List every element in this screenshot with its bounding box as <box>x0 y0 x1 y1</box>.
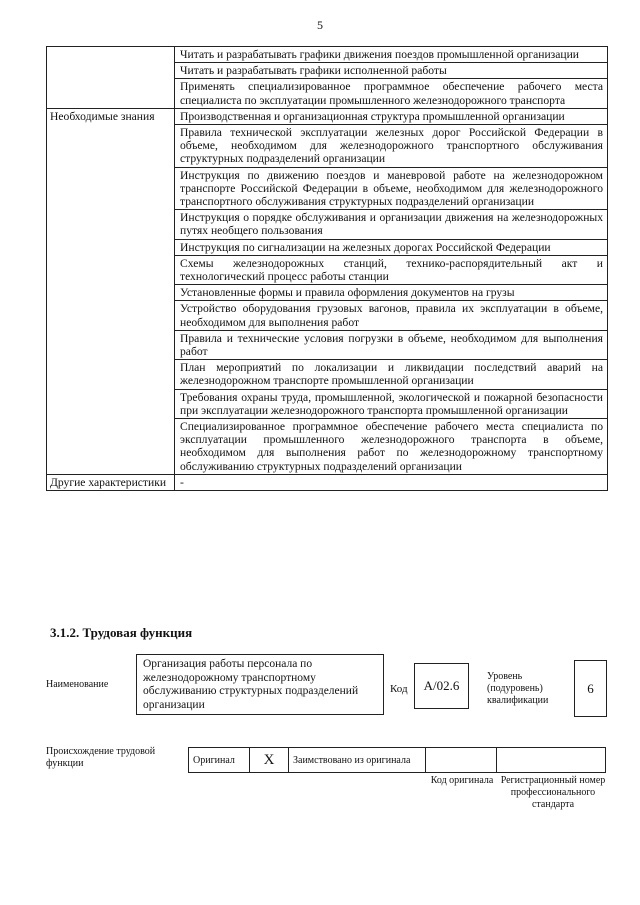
function-name-box: Организация работы персонала по железнодорожному транспортному обслуживанию структурных подразделений организации <box>136 654 384 715</box>
level-label: Уровень (подуровень) квалификации <box>487 671 549 706</box>
level-box: 6 <box>574 660 607 717</box>
original-label: Оригинал <box>189 748 250 773</box>
original-mark: X <box>250 748 289 773</box>
origin-label: Происхождение трудовой функции <box>46 746 156 769</box>
row-item: Инструкция по движению поездов и маневровой работе на железнодорожном транспорте Российской Федерации в объеме, необходимом для железнодорожного транспортного обслуживания структурных подразделений организации <box>175 167 608 210</box>
registration-number-cell <box>497 748 606 773</box>
row-item: Инструкция о порядке обслуживания и организации движения на железнодорожных путях необщего пользования <box>175 210 608 239</box>
table-row <box>47 474 608 490</box>
row-item: Установленные формы и правила оформления документов на грузы <box>175 285 608 301</box>
row-item: Правила технической эксплуатации железных дорог Российской Федерации в объеме, необходимом для железнодорожного транспортного обслуживания структурных подразделений организации <box>175 125 608 168</box>
row-item: План мероприятий по локализации и ликвидации последствий аварий на железнодорожном транспорте промышленной организации <box>175 360 608 389</box>
row-label: Необходимые знания <box>47 108 175 474</box>
competency-table-body <box>47 47 608 491</box>
page-number: 5 <box>317 18 323 32</box>
row-item: - <box>175 474 608 490</box>
row-item: Читать и разрабатывать графики движения поездов промышленной организации <box>175 47 608 63</box>
section-title: 3.1.2. Трудовая функция <box>50 625 193 640</box>
original-code-cell <box>426 748 497 773</box>
borrowed-label: Заимствовано из оригинала <box>289 748 426 773</box>
row-label: Другие характеристики <box>47 474 175 490</box>
table-row <box>47 108 608 124</box>
row-label <box>47 47 175 109</box>
name-label: Наименование <box>46 679 109 690</box>
row-item: Устройство оборудования грузовых вагонов, правила их эксплуатации в объеме, необходимом для выполнения работ <box>175 301 608 330</box>
row-item: Читать и разрабатывать графики исполненной работы <box>175 63 608 79</box>
row-item: Применять специализированное программное обеспечение рабочего места специалиста по эксплуатации промышленного железнодорожного транспорта <box>175 79 608 108</box>
competency-table <box>46 46 608 491</box>
origin-table <box>188 747 606 773</box>
origin-row <box>189 748 606 773</box>
row-item: Требования охраны труда, промышленной, экологической и пожарной безопасности при эксплуатации железнодорожного транспорта промышленной организации <box>175 389 608 418</box>
caption-code: Код оригинала <box>430 775 494 786</box>
row-item: Специализированное программное обеспечение рабочего места специалиста по эксплуатации промышленного железнодорожного транспорта в объеме, необходимом для выполнения работ по железнодорожному транспортному обслуживанию структурных подразделений организации <box>175 419 608 475</box>
code-label: Код <box>390 683 408 695</box>
row-item: Инструкция по сигнализации на железных дорогах Российской Федерации <box>175 239 608 255</box>
table-row <box>47 47 608 63</box>
row-item: Схемы железнодорожных станций, технико-распорядительный акт и технологический процесс работы станции <box>175 255 608 284</box>
code-box: А/02.6 <box>414 663 469 709</box>
caption-registration: Регистрационный номер профессионального стандарта <box>500 775 606 810</box>
row-item: Правила и технические условия погрузки в объеме, необходимом для выполнения работ <box>175 330 608 359</box>
row-item: Производственная и организационная структура промышленной организации <box>175 108 608 124</box>
